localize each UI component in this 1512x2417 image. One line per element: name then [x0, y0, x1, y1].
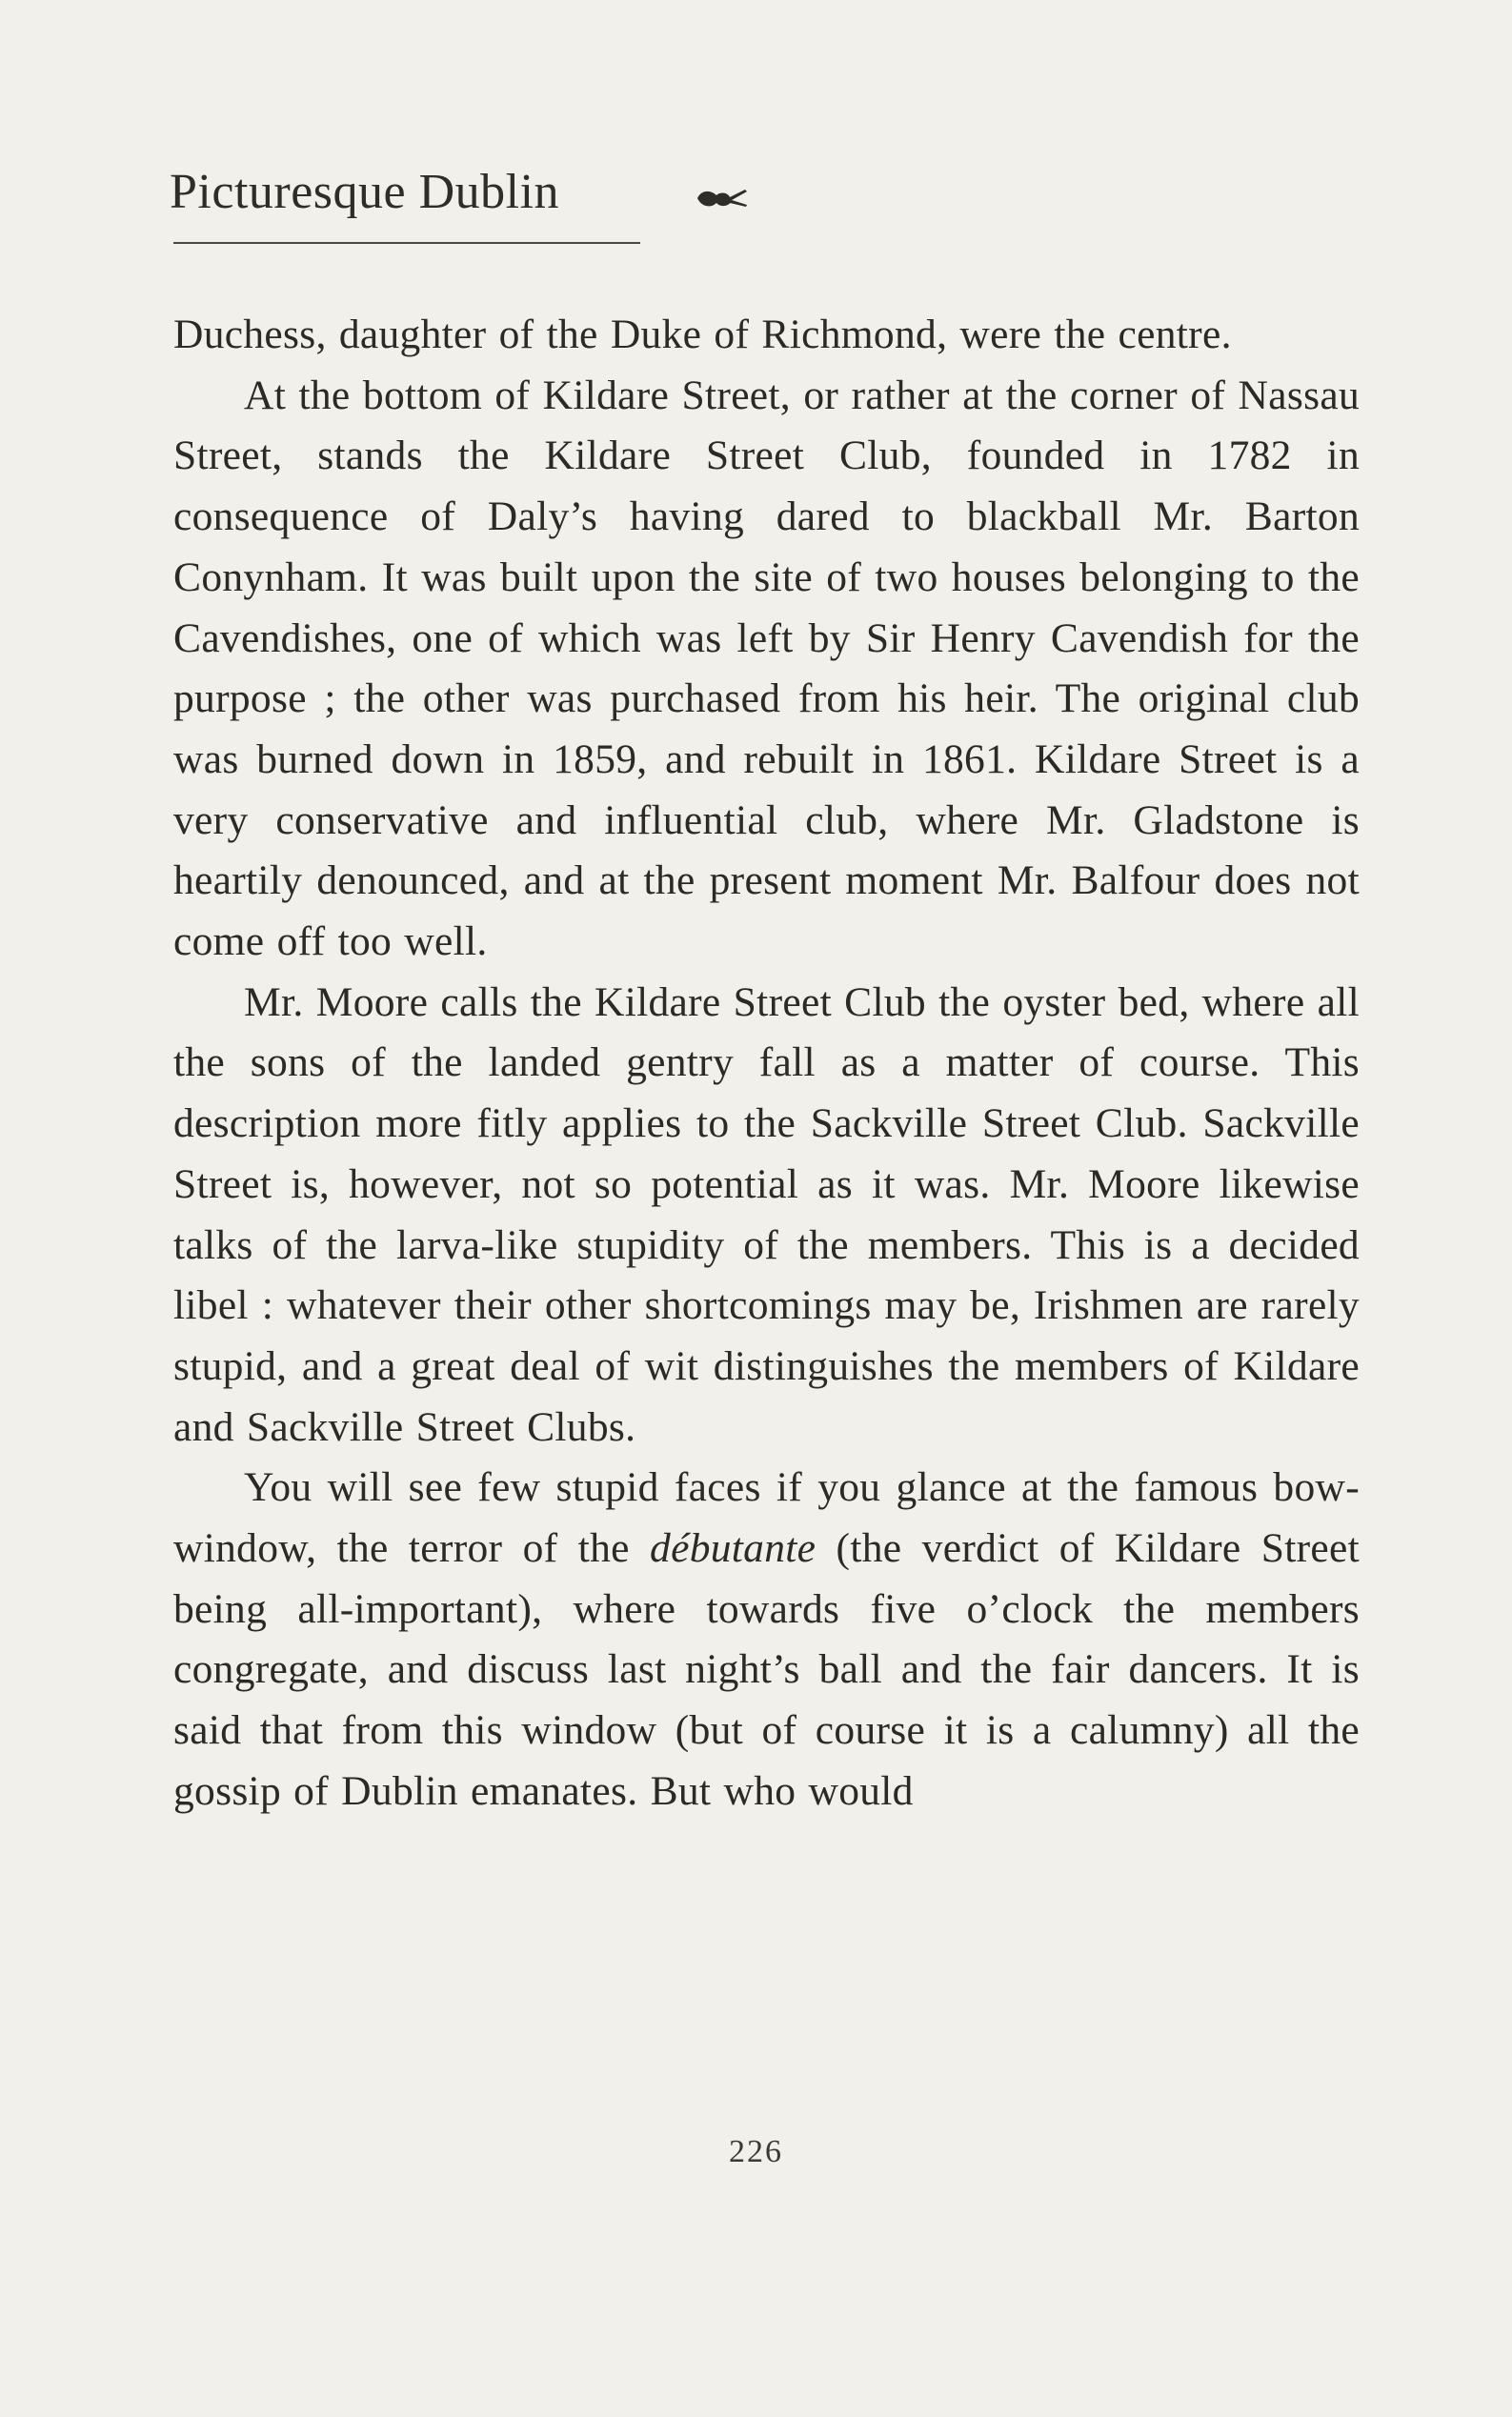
body-text — [173, 305, 1360, 1823]
paragraph-4-text-start: You will see few stupid faces if you glance at the famous bow-window, the terror of the — [173, 1464, 1360, 1572]
running-head-rule — [173, 242, 640, 244]
paragraph-4-text-end: (the verdict of Kildare Street being all-important), where towards five o’clock the members congregate, and discuss last night’s ball and the fair dancers. It is said that from this window (but of course it is a calumny) all the gossip of Dublin emanates. But who would — [173, 1525, 1361, 1814]
paragraph-1: Duchess, daughter of the Duke of Richmond, were the centre. — [173, 312, 1232, 357]
hand-pointer-fleuron-icon — [694, 184, 749, 212]
paragraph-4-italic-word: débutante — [650, 1525, 816, 1572]
page-number: 226 — [729, 2134, 783, 2169]
running-head-title: Picturesque Dublin — [170, 165, 560, 219]
paragraph-4 — [173, 1458, 1360, 1822]
paragraph-3: Mr. Moore calls the Kildare Street Club the oyster bed, where all the sons of the landed gentry fall as a matter of course. This description more fitly applies to the Sackville Street Club. Sackville Street is, however, not so potential as it was. Mr. Moore likewise talks of the larva-like stupidity of the members. This is a decided libel : whatever their other shortcomings may be, Irishmen are rarely stupid, and a great deal of wit distinguishes the members of Kildare and Sackville Street Clubs. — [173, 978, 1360, 1450]
paragraph-2: At the bottom of Kildare Street, or rather at the corner of Nassau Street, stands the Kildare Street Club, founded in 1782 in consequence of Daly’s having dared to blackball Mr. Barton Conynham. It was built upon the site of two houses belonging to the Cavendishes, one of which was left by Sir Henry Cavendish for the purpose ; the other was purchased from his heir. The original club was burned down in 1859, and rebuilt in 1861. Kildare Street is a very conservative and influential club, where Mr. Gladstone is heartily denounced, and at the present moment Mr. Balfour does not come off too well. — [173, 372, 1360, 965]
